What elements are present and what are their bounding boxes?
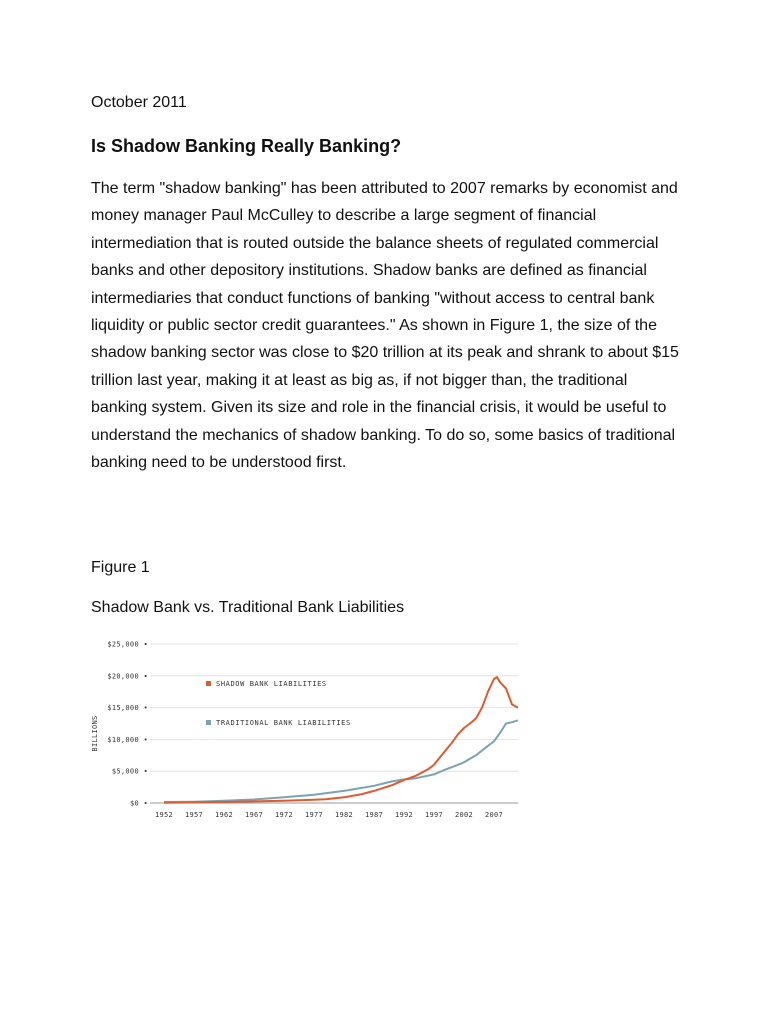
figure-caption: Shadow Bank vs. Traditional Bank Liabilities <box>91 599 405 616</box>
x-tick-label: 1952 <box>154 811 174 819</box>
series-line-traditional-bank-liabilities <box>164 720 518 802</box>
x-tick-label: 1992 <box>394 811 414 819</box>
series-line-shadow-bank-liabilities <box>164 677 518 803</box>
x-tick-label: 1957 <box>184 811 204 819</box>
x-tick-label: 1972 <box>274 811 294 819</box>
x-tick-label: 2002 <box>454 811 474 819</box>
x-tick-label: 1997 <box>424 811 444 819</box>
y-tick-label: $20,000 • <box>107 672 148 681</box>
y-tick-label: $5,000 • <box>111 767 148 776</box>
y-tick-label: $0 • <box>129 799 148 808</box>
legend-label: TRADITIONAL BANK LIABILITIES <box>216 719 351 727</box>
x-tick-label: 1962 <box>214 811 234 819</box>
liabilities-chart-svg <box>88 632 520 828</box>
y-tick-label: $15,000 • <box>107 704 148 713</box>
x-tick-label: 1977 <box>304 811 324 819</box>
x-tick-label: 1987 <box>364 811 384 819</box>
x-tick-label: 1982 <box>334 811 354 819</box>
document-title: Is Shadow Banking Really Banking? <box>91 136 402 156</box>
liabilities-chart <box>88 632 520 828</box>
y-axis-label: BILLIONS <box>91 715 99 752</box>
body-paragraph: The term "shadow banking" has been attributed to 2007 remarks by economist and money manager Paul McCulley to describe a large segment of financial intermediation that is routed outside the balance sheets of regulated commercial banks and other depository institutions. Shadow banks are defined as financial intermediaries that conduct functions of banking "without access to central bank liquidity or public sector credit guarantees." As shown in Figure 1, the size of the shadow banking sector was close to $20 trillion at its peak and shrank to about $15 trillion last year, making it at least as big as, if not bigger than, the traditional banking system. Given its size and role in the financial crisis, it would be useful to understand the mechanics of shadow banking. To do so, some basics of traditional banking need to be understood first. <box>91 180 679 472</box>
y-tick-label: $10,000 • <box>107 735 148 744</box>
x-tick-label: 1967 <box>244 811 264 819</box>
y-tick-label: $25,000 • <box>107 640 148 649</box>
legend-swatch <box>206 681 211 686</box>
legend-swatch <box>206 720 211 725</box>
legend-label: SHADOW BANK LIABILITIES <box>216 680 327 688</box>
x-tick-label: 2007 <box>484 811 504 819</box>
figure-label: Figure 1 <box>91 559 150 576</box>
document-date: October 2011 <box>91 94 187 111</box>
